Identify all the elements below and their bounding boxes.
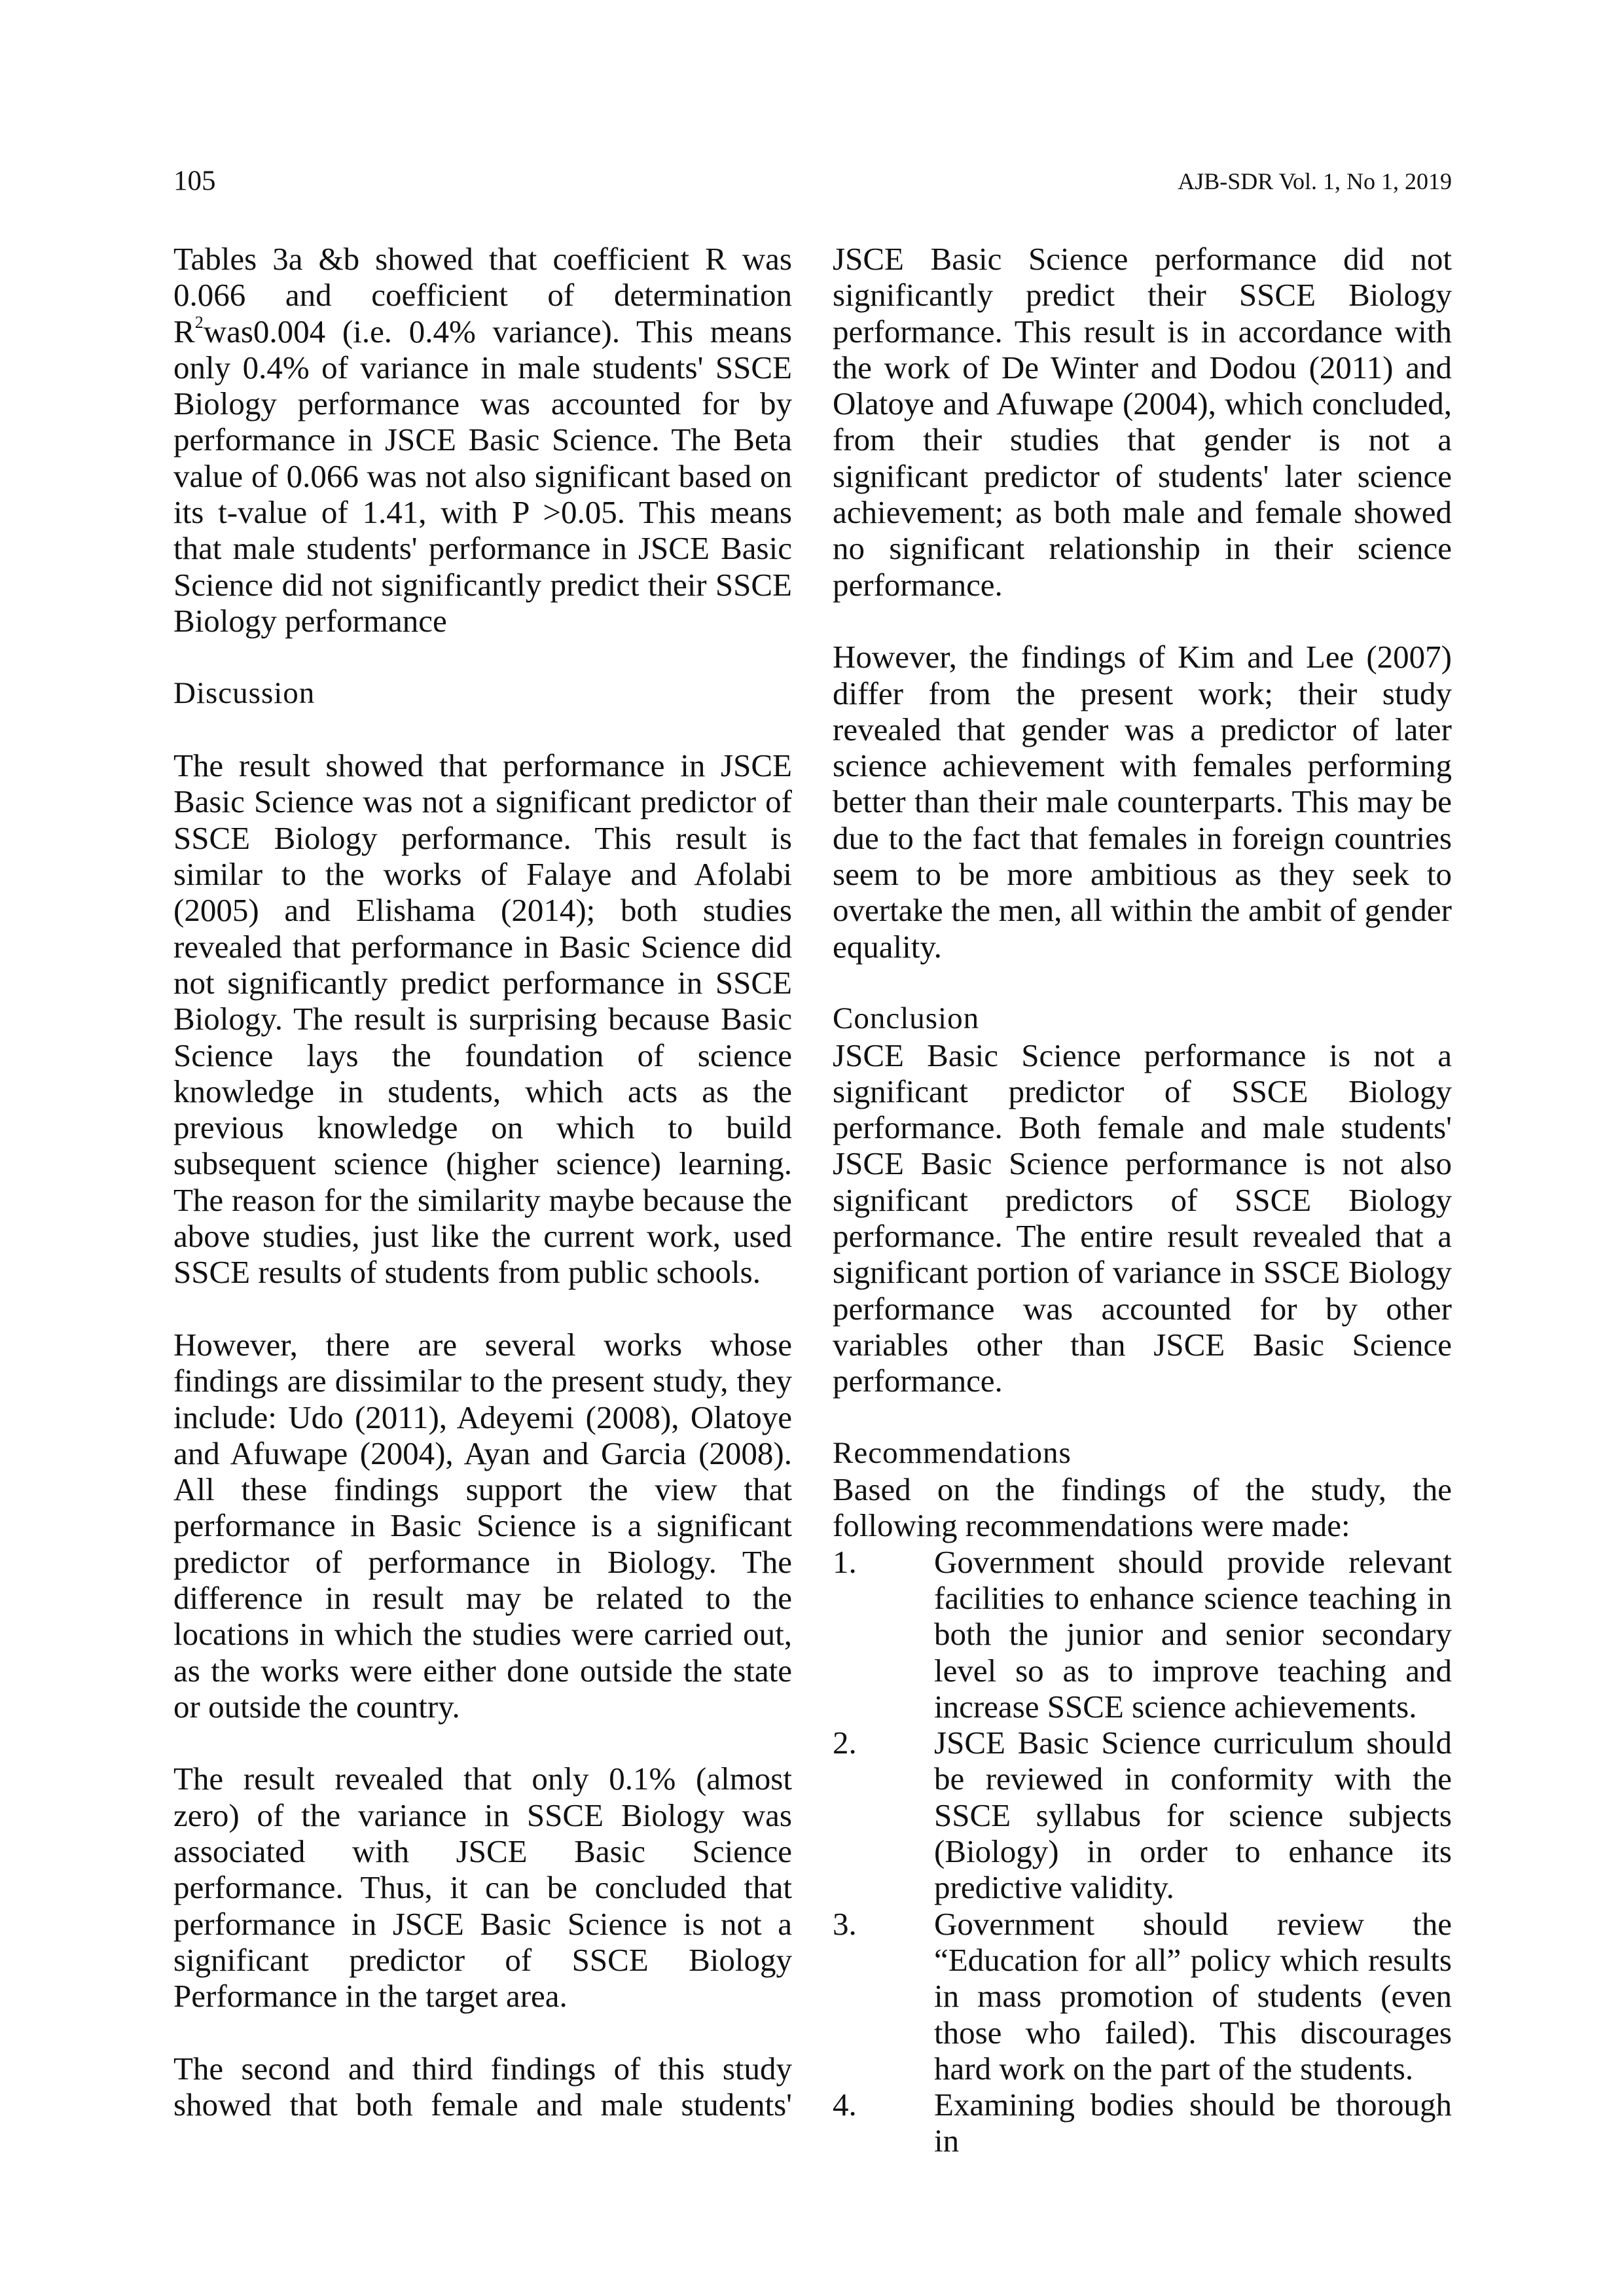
- results-text-a: Tables 3a &b showed that coefficient R was 0.066 and coefficient of determination R: [173, 241, 792, 350]
- recommendation-text: Examining bodies should be thorough in: [934, 2087, 1452, 2159]
- discussion-paragraph-2: However, there are several works whose findings are dissimilar to the present study, they include: Udo (2011), Adeyemi (2008), Olatoye and Afuwape (2004), Ayan and Garcia (2008). All these findings support the view that performance in Basic Science is a significant predictor of performance in Biology. The difference in result may be related to the locations in which the studies were carried out, as the works were either done outside the state or outside the country.: [173, 1326, 792, 1725]
- continued-paragraph: JSCE Basic Science performance did not significantly predict their SSCE Biology performance. This result is in accordance with the work of De Winter and Dodou (2011) and Olatoye and Afuwape (2004), which concluded, from their studies that gender is not a significant predictor of students' later science achievement; as both male and female showed no significant relationship in their science performance.: [833, 241, 1452, 603]
- recommendations-intro: Based on the findings of the study, the following recommendations were made:: [833, 1471, 1452, 1544]
- conclusion-heading: Conclusion: [833, 1001, 980, 1036]
- paragraph-gap: [173, 2015, 792, 2051]
- recommendation-text: Government should provide relevant facilities to enhance science teaching in both the junior and senior secondary level so as to improve teaching and increase SSCE science achievements.: [934, 1543, 1452, 1725]
- running-header: [173, 165, 1452, 198]
- recommendation-item: [833, 2087, 1452, 2159]
- recommendation-text: Government should review the “Education for all” policy which results in mass promotion of students (even those who failed). This discourages hard work on the part of the students.: [934, 1905, 1452, 2087]
- recommendation-number: 2.: [833, 1725, 857, 1761]
- discussion-paragraph-3: The result revealed that only 0.1% (almost zero) of the variance in SSCE Biology was associated with JSCE Basic Science performance. Thus, it can be concluded that performance in JSCE Basic Science is not a significant predictor of SSCE Biology Performance in the target area.: [173, 1761, 792, 2015]
- conclusion-paragraph: JSCE Basic Science performance is not a significant predictor of SSCE Biology performance. Both female and male students' JSCE Basic Science performance is not also significant predictors of SSCE Biology performance. The entire result revealed that a significant portion of variance in SSCE Biology performance was accounted for by other variables other than JSCE Basic Science performance.: [833, 1037, 1452, 1399]
- recommendations-list: [833, 1544, 1452, 2159]
- discussion-paragraph-4: The second and third findings of this study showed that both female and male students': [173, 2050, 792, 2123]
- right-column: [833, 241, 1452, 2159]
- paragraph-gap: [173, 1291, 792, 1327]
- recommendation-number: 3.: [833, 1905, 857, 1942]
- superscript-2: 2: [194, 312, 204, 332]
- discussion-paragraph-1: The result showed that performance in JSCE Basic Science was not a significant predictor of SSCE Biology performance. This result is similar to the works of Falaye and Afolabi (2005) and Elishama (2014); both studies revealed that performance in Basic Science did not significantly predict performance in SSCE Biology. The result is surprising because Basic Science lays the foundation of science knowledge in students, which acts as the previous knowledge on which to build subsequent science (higher science) learning. The reason for the similarity maybe because the above studies, just like the current work, used SSCE results of students from public schools.: [173, 747, 792, 1291]
- discussion-heading: Discussion: [173, 675, 316, 710]
- recommendation-item: [833, 1725, 1452, 1905]
- recommendation-number: 4.: [833, 2087, 857, 2123]
- results-paragraph: [173, 241, 792, 639]
- paragraph-gap: [833, 965, 1452, 1001]
- journal-reference: AJB-SDR Vol. 1, No 1, 2019: [1178, 168, 1452, 194]
- paragraph-gap: [833, 1399, 1452, 1435]
- kim-lee-paragraph: However, the findings of Kim and Lee (2007) differ from the present work; their study revealed that gender was a predictor of later science achievement with females performing better than their male counterparts. This may be due to the fact that females in foreign countries seem to be more ambitious as they seek to overtake the men, all within the ambit of gender equality.: [833, 639, 1452, 965]
- paragraph-gap: [173, 711, 792, 747]
- paragraph-gap: [173, 1725, 792, 1761]
- recommendations-heading: Recommendations: [833, 1435, 1072, 1470]
- recommendation-text: JSCE Basic Science curriculum should be reviewed in conformity with the SSCE syllabus for science subjects (Biology) in order to enhance its predictive validity.: [934, 1725, 1452, 1906]
- left-column: [173, 241, 792, 2123]
- paragraph-gap: [173, 639, 792, 675]
- page-number: 105: [173, 166, 216, 196]
- recommendation-number: 1.: [833, 1543, 857, 1580]
- paragraph-gap: [833, 603, 1452, 639]
- results-text-b: was0.004 (i.e. 0.4% variance). This means only 0.4% of variance in male students' SSCE Biology performance was accounted for by performance in JSCE Basic Science. The Beta value of 0.066 was not also significant based on its t-value of 1.41, with P >0.05. This means that male students' performance in JSCE Basic Science did not significantly predict their SSCE Biology performance: [173, 313, 792, 639]
- recommendation-item: [833, 1906, 1452, 2087]
- recommendation-item: [833, 1544, 1452, 1725]
